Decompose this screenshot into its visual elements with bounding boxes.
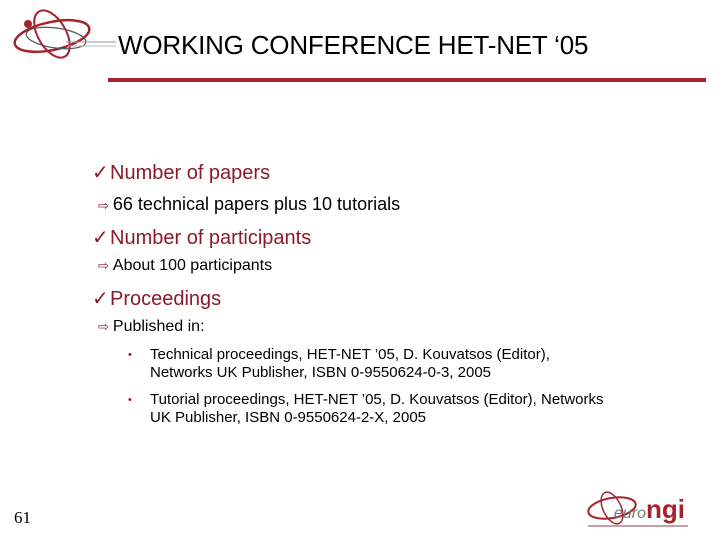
bullet-label: Number of participants [110, 227, 312, 249]
svg-text:ngi: ngi [646, 494, 685, 524]
bullet-number-of-papers [92, 160, 270, 185]
proceedings-line: Tutorial proceedings, HET-NET ’05, D. Kouvatsos (Editor), Networks [150, 391, 604, 408]
title-divider [108, 78, 706, 82]
sub-bullet-label: About 100 participants [112, 257, 273, 274]
checkmark-icon: ✓ [92, 288, 109, 310]
proceedings-line: Networks UK Publisher, ISBN 0-9550624-0-3, 2005 [150, 364, 492, 381]
network-logo-icon [6, 4, 118, 66]
checkmark-icon: ✓ [92, 162, 109, 184]
proceedings-line: Technical proceedings, HET-NET ’05, D. Kouvatsos (Editor), [150, 346, 550, 363]
arrow-right-icon: ⇨ [98, 198, 109, 213]
svg-text:euro: euro [614, 505, 647, 522]
sub-bullet-papers [98, 194, 400, 215]
arrow-right-icon: ⇨ [98, 258, 109, 273]
sub-bullet-label: 66 technical papers plus 10 tutorials [112, 194, 401, 214]
page-number: 61 [14, 508, 31, 527]
bullet-number-of-participants [92, 225, 311, 250]
dot-bullet-icon: • [128, 349, 132, 361]
sub-bullet-published [98, 318, 205, 336]
proceedings-item [128, 346, 710, 382]
sub-bullet-label: Published in: [112, 318, 205, 335]
proceedings-line: UK Publisher, ISBN 0-9550624-2-X, 2005 [150, 409, 426, 426]
dot-bullet-icon: • [128, 394, 132, 406]
checkmark-icon: ✓ [92, 227, 109, 249]
slide-title: WORKING CONFERENCE HET-NET ‘05 [118, 30, 589, 60]
bullet-label: Number of papers [110, 162, 271, 184]
arrow-right-icon: ⇨ [98, 319, 109, 334]
sub-bullet-participants [98, 257, 272, 275]
bullet-proceedings [92, 286, 221, 311]
proceedings-item [128, 391, 710, 427]
euro-ngi-logo [584, 488, 694, 532]
bullet-label: Proceedings [110, 288, 222, 310]
